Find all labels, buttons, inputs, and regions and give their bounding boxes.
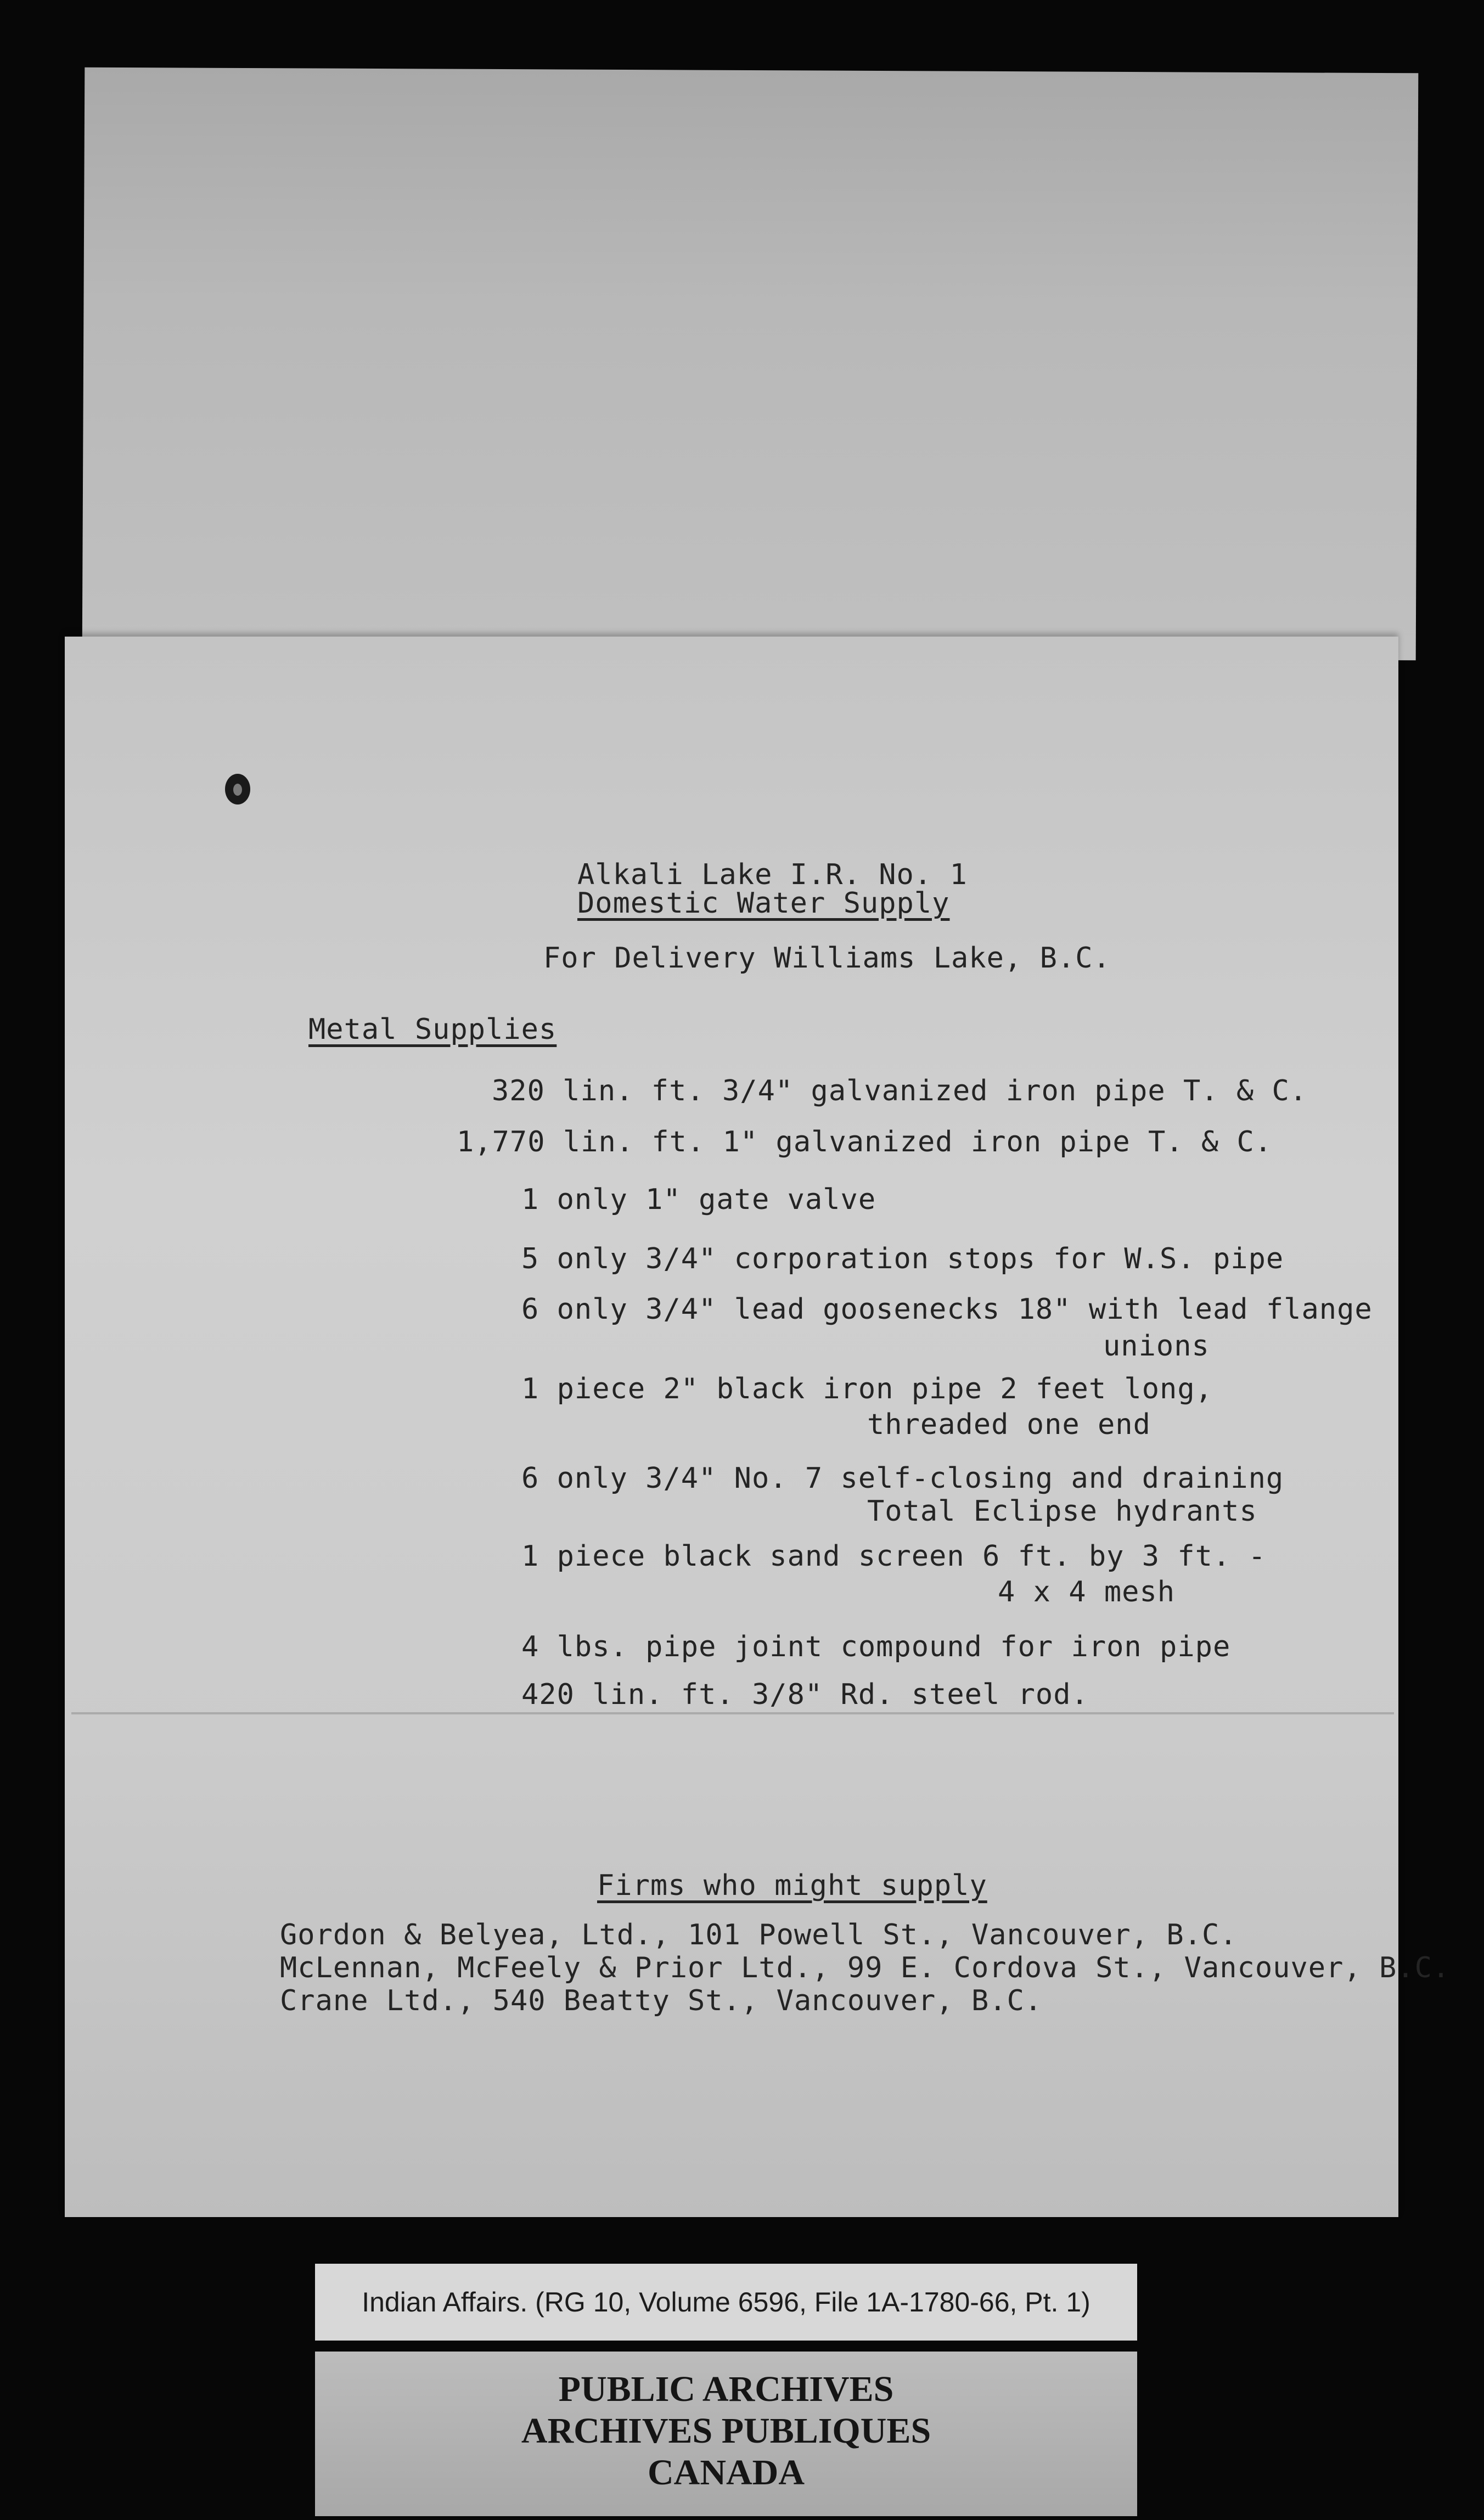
firms-title: Firms who might supply: [597, 1869, 987, 1902]
stamp-line-3: CANADA: [648, 2452, 805, 2493]
archive-reference-label: [315, 2264, 1137, 2341]
heading-line-1: Alkali Lake I.R. No. 1: [577, 858, 968, 891]
item-7-cont: Total Eclipse hydrants: [867, 1495, 1257, 1528]
item-8: 1 piece black sand screen 6 ft. by 3 ft. -: [521, 1540, 1266, 1573]
stamp-line-2: ARCHIVES PUBLIQUES: [521, 2411, 931, 2451]
item-10: 420 lin. ft. 3/8" Rd. steel rod.: [521, 1678, 1089, 1711]
item-8-cont: 4 x 4 mesh: [998, 1576, 1176, 1608]
item-6-cont: threaded one end: [867, 1408, 1151, 1441]
item-6: 1 piece 2" black iron pipe 2 feet long,: [521, 1372, 1213, 1405]
archive-reference: Indian Affairs. (RG 10, Volume 6596, File 1A-1780-66, Pt. 1): [362, 2287, 1090, 2318]
delivery-line: For Delivery Williams Lake, B.C.: [543, 942, 1111, 975]
item-7: 6 only 3/4" No. 7 self-closing and draining: [521, 1462, 1284, 1495]
folded-page-back: [82, 68, 1419, 661]
firm-3: Crane Ltd., 540 Beatty St., Vancouver, B.C.: [280, 1984, 1043, 2017]
item-9: 4 lbs. pipe joint compound for iron pipe: [521, 1630, 1231, 1663]
item-5-cont: unions: [1103, 1330, 1210, 1363]
item-5: 6 only 3/4" lead goosenecks 18" with lead flange: [521, 1293, 1373, 1326]
section-title: Metal Supplies: [308, 1013, 557, 1046]
fold-crease: [71, 1712, 1394, 1714]
item-1: 320 lin. ft. 3/4" galvanized iron pipe T. & C.: [492, 1075, 1308, 1107]
heading-line-2: Domestic Water Supply: [577, 887, 950, 920]
stamp-line-1: PUBLIC ARCHIVES: [558, 2369, 894, 2409]
item-4: 5 only 3/4" corporation stops for W.S. pipe: [521, 1242, 1284, 1275]
punch-hole: [225, 774, 250, 805]
firm-2: McLennan, McFeely & Prior Ltd., 99 E. Cordova St., Vancouver, B.C.: [280, 1951, 1451, 1984]
item-2: 1,770 lin. ft. 1" galvanized iron pipe T. & C.: [457, 1126, 1273, 1158]
item-3: 1 only 1" gate valve: [521, 1183, 876, 1216]
archive-stamp: [315, 2352, 1137, 2516]
firm-1: Gordon & Belyea, Ltd., 101 Powell St., Vancouver, B.C.: [280, 1919, 1238, 1951]
